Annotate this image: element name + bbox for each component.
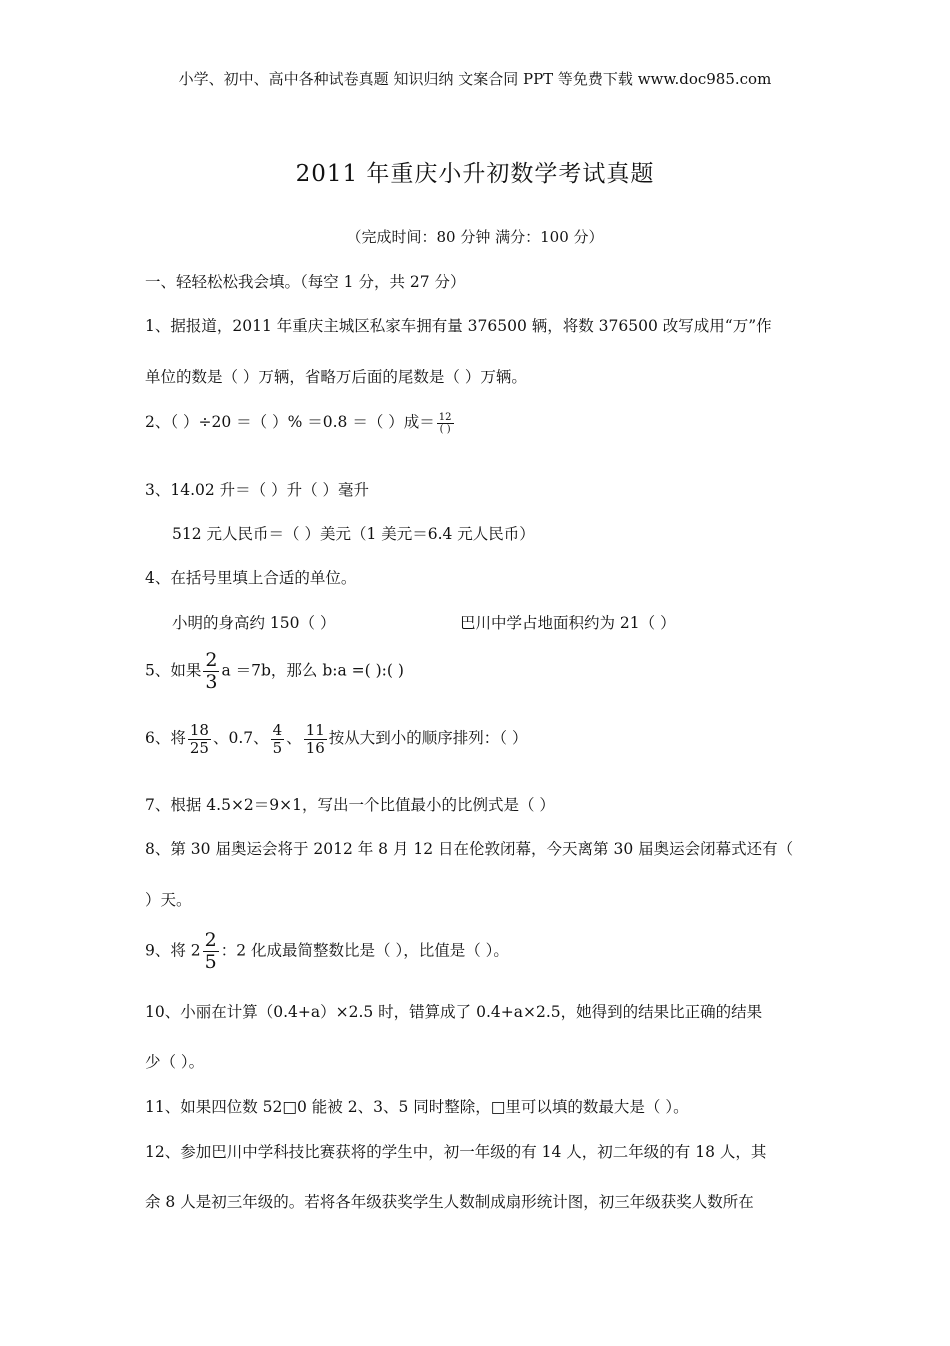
question-10-line-1: 10、小丽在计算（0.4+a）×2.5 时，错算成了 0.4+a×2.5，她得到的结果比正确的结果 — [145, 1003, 763, 1021]
question-9-fraction — [203, 930, 219, 973]
question-8-line-1: 8、第 30 届奥运会将于 2012 年 8 月 12 日在伦敦闭幕，今天离第 30 届奥运会闭幕式还有（ — [145, 840, 794, 858]
question-6-fraction-3 — [304, 722, 327, 756]
fraction-denominator: 5 — [204, 950, 217, 973]
question-6-mid-1: 、0.7、 — [212, 729, 269, 747]
question-4: 4、在括号里填上合适的单位。 — [145, 569, 357, 587]
question-3-line-2: 512 元人民币＝（ ）美元（1 美元＝6.4 元人民币） — [172, 525, 535, 543]
question-6-suffix: 按从大到小的顺序排列：（ ） — [328, 729, 528, 747]
question-5-prefix: 5、如果 — [145, 661, 202, 680]
question-8-line-2: ）天。 — [145, 891, 192, 909]
question-7: 7、根据 4.5×2＝9×1，写出一个比值最小的比例式是（ ） — [145, 796, 555, 814]
question-6-prefix: 6、将 — [145, 729, 186, 747]
page-header: 小学、初中、高中各种试卷真题 知识归纳 文案合同 PPT 等免费下载 www.doc985.com — [178, 70, 772, 88]
question-1-line-2: 单位的数是（ ）万辆，省略万后面的尾数是（ ）万辆。 — [145, 368, 527, 386]
question-12-line-1: 12、参加巴川中学科技比赛获将的学生中，初一年级的有 14 人，初二年级的有 18 人，其 — [145, 1143, 767, 1161]
question-9-prefix: 9、将 2 — [145, 941, 201, 960]
question-2-text: 2、（ ）÷20 ＝（ ）% ＝0.8 ＝（ ）成＝ — [145, 413, 435, 431]
fraction-numerator: 2 — [205, 649, 218, 671]
exam-info: （完成时间：80 分钟 满分：100 分） — [346, 228, 604, 246]
fraction-numerator: 2 — [204, 929, 217, 951]
fraction-denominator: 25 — [189, 738, 209, 757]
question-9-suffix: ：2 化成最简整数比是（ ），比值是（ ）。 — [220, 941, 509, 960]
fraction-denominator: 5 — [272, 738, 283, 757]
question-4-item-b: 巴川中学占地面积约为 21（ ） — [460, 614, 676, 632]
question-10-line-2: 少（ ）。 — [145, 1053, 205, 1071]
fraction-denominator: ( ) — [439, 423, 451, 435]
question-6-fraction-2 — [271, 722, 285, 756]
question-6-fraction-1 — [188, 722, 211, 756]
question-5-suffix: a ＝7b，那么 b:a =( ):( ) — [221, 661, 404, 680]
question-2-fraction — [437, 412, 454, 435]
question-12-line-2: 余 8 人是初三年级的。若将各年级获奖学生人数制成扇形统计图，初三年级获奖人数所在 — [145, 1193, 754, 1211]
fraction-numerator: 11 — [305, 721, 325, 739]
section-1-heading: 一、轻轻松松我会填。（每空 1 分，共 27 分） — [145, 273, 466, 291]
question-6-mid-2: 、 — [286, 729, 302, 747]
fraction-numerator: 18 — [189, 721, 209, 739]
page-title: 2011 年重庆小升初数学考试真题 — [295, 161, 655, 187]
question-11: 11、如果四位数 52□0 能被 2、3、5 同时整除，□里可以填的数最大是（ ）。 — [145, 1098, 689, 1116]
question-3-line-1: 3、14.02 升＝（ ）升（ ）毫升 — [145, 481, 370, 499]
fraction-denominator: 3 — [205, 670, 218, 693]
question-4-item-a: 小明的身高约 150（ ） — [172, 614, 336, 632]
question-9 — [145, 930, 509, 973]
question-6 — [145, 722, 527, 756]
question-5-fraction — [203, 650, 219, 693]
question-5 — [145, 650, 404, 693]
question-2 — [145, 410, 456, 435]
fraction-denominator: 16 — [305, 738, 325, 757]
fraction-numerator: 12 — [438, 411, 452, 423]
question-1-line-1: 1、据报道，2011 年重庆主城区私家车拥有量 376500 辆，将数 376500 改写成用“万”作 — [145, 317, 772, 335]
fraction-numerator: 4 — [272, 721, 283, 739]
